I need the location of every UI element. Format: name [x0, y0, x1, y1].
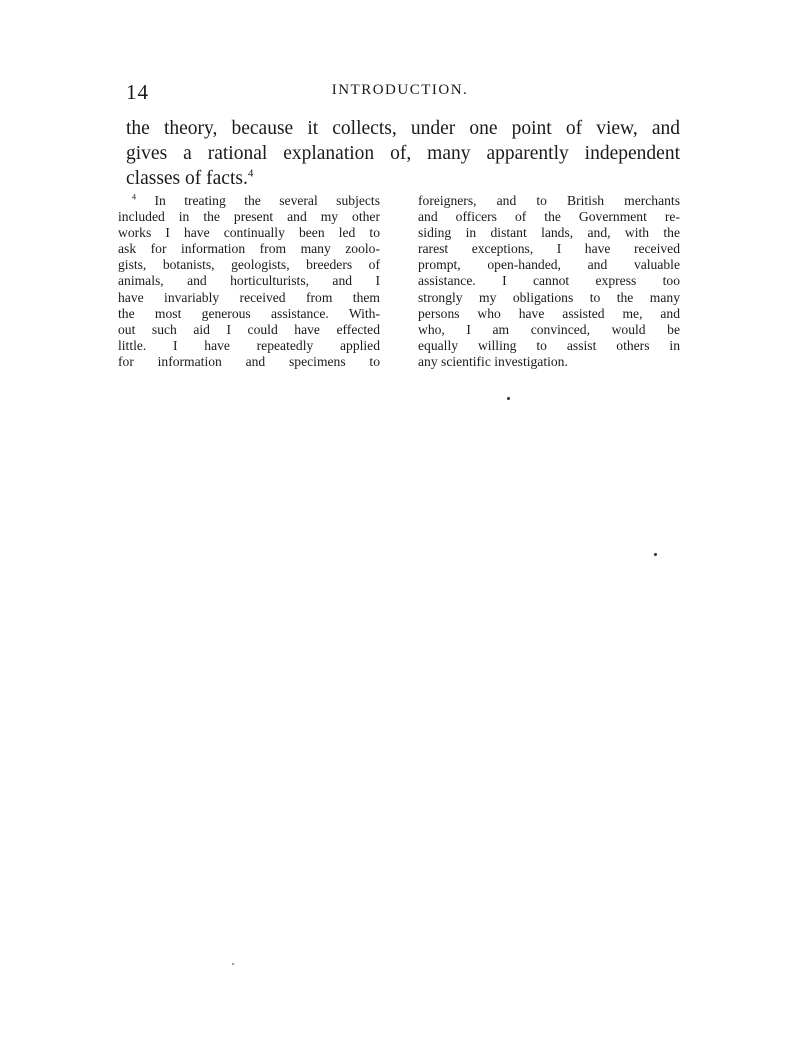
footnote-left-column	[118, 193, 380, 370]
footnote-line: have invariably received from them	[118, 289, 380, 305]
footnote-block	[118, 193, 680, 370]
footnote-line-last: any scientific investigation.	[418, 353, 568, 369]
footnote-line: rarest exceptions, I have received	[418, 241, 680, 257]
footnote-line: ask for information from many zoolo-	[118, 241, 380, 257]
footnote-line: persons who have assisted me, and	[418, 305, 680, 321]
footnote-right-column	[418, 193, 680, 370]
footnote-line: assistance. I cannot express too	[418, 273, 680, 289]
scan-speck	[507, 397, 510, 400]
footnote-line: animals, and horticulturists, and I	[118, 273, 380, 289]
footnote-line-text: In treating the several subjects	[154, 193, 380, 208]
footnote-line: little. I have repeatedly applied	[118, 337, 380, 353]
footnote-line: out such aid I could have effected	[118, 321, 380, 337]
footnote-line: for information and specimens to	[118, 353, 380, 369]
scan-speck	[232, 963, 234, 965]
footnote-line: the most generous assistance. With-	[118, 305, 380, 321]
footnote-line: siding in distant lands, and, with the	[418, 225, 680, 241]
footnote-marker: 4	[132, 192, 136, 202]
footnote-line: works I have continually been led to	[118, 225, 380, 241]
footnote-reference: 4	[247, 167, 254, 180]
main-line: gives a rational explanation of, many apparently independent	[126, 143, 680, 164]
main-line: the theory, because it collects, under one point of view, and	[126, 118, 680, 139]
main-line-text: classes of facts.	[126, 168, 248, 189]
scan-speck	[654, 553, 657, 556]
main-line-last	[126, 166, 680, 191]
running-title-text: INTRODUCTION.	[331, 82, 469, 98]
page-number: 14	[126, 80, 149, 104]
footnote-line: gists, botanists, geologists, breeders of	[118, 257, 380, 273]
footnote-line: foreigners, and to British merchants	[418, 193, 680, 208]
running-title	[0, 82, 800, 99]
footnote-line: prompt, open-handed, and valuable	[418, 257, 680, 273]
footnote-line: strongly my obligations to the many	[418, 289, 680, 305]
footnote-line-first	[118, 193, 380, 209]
footnote-line: equally willing to assist others in	[418, 337, 680, 353]
footnote-line: included in the present and my other	[118, 209, 380, 225]
main-paragraph	[126, 116, 680, 191]
footnote-line: who, I am convinced, would be	[418, 321, 680, 337]
footnote-line: and officers of the Government re-	[418, 209, 680, 225]
